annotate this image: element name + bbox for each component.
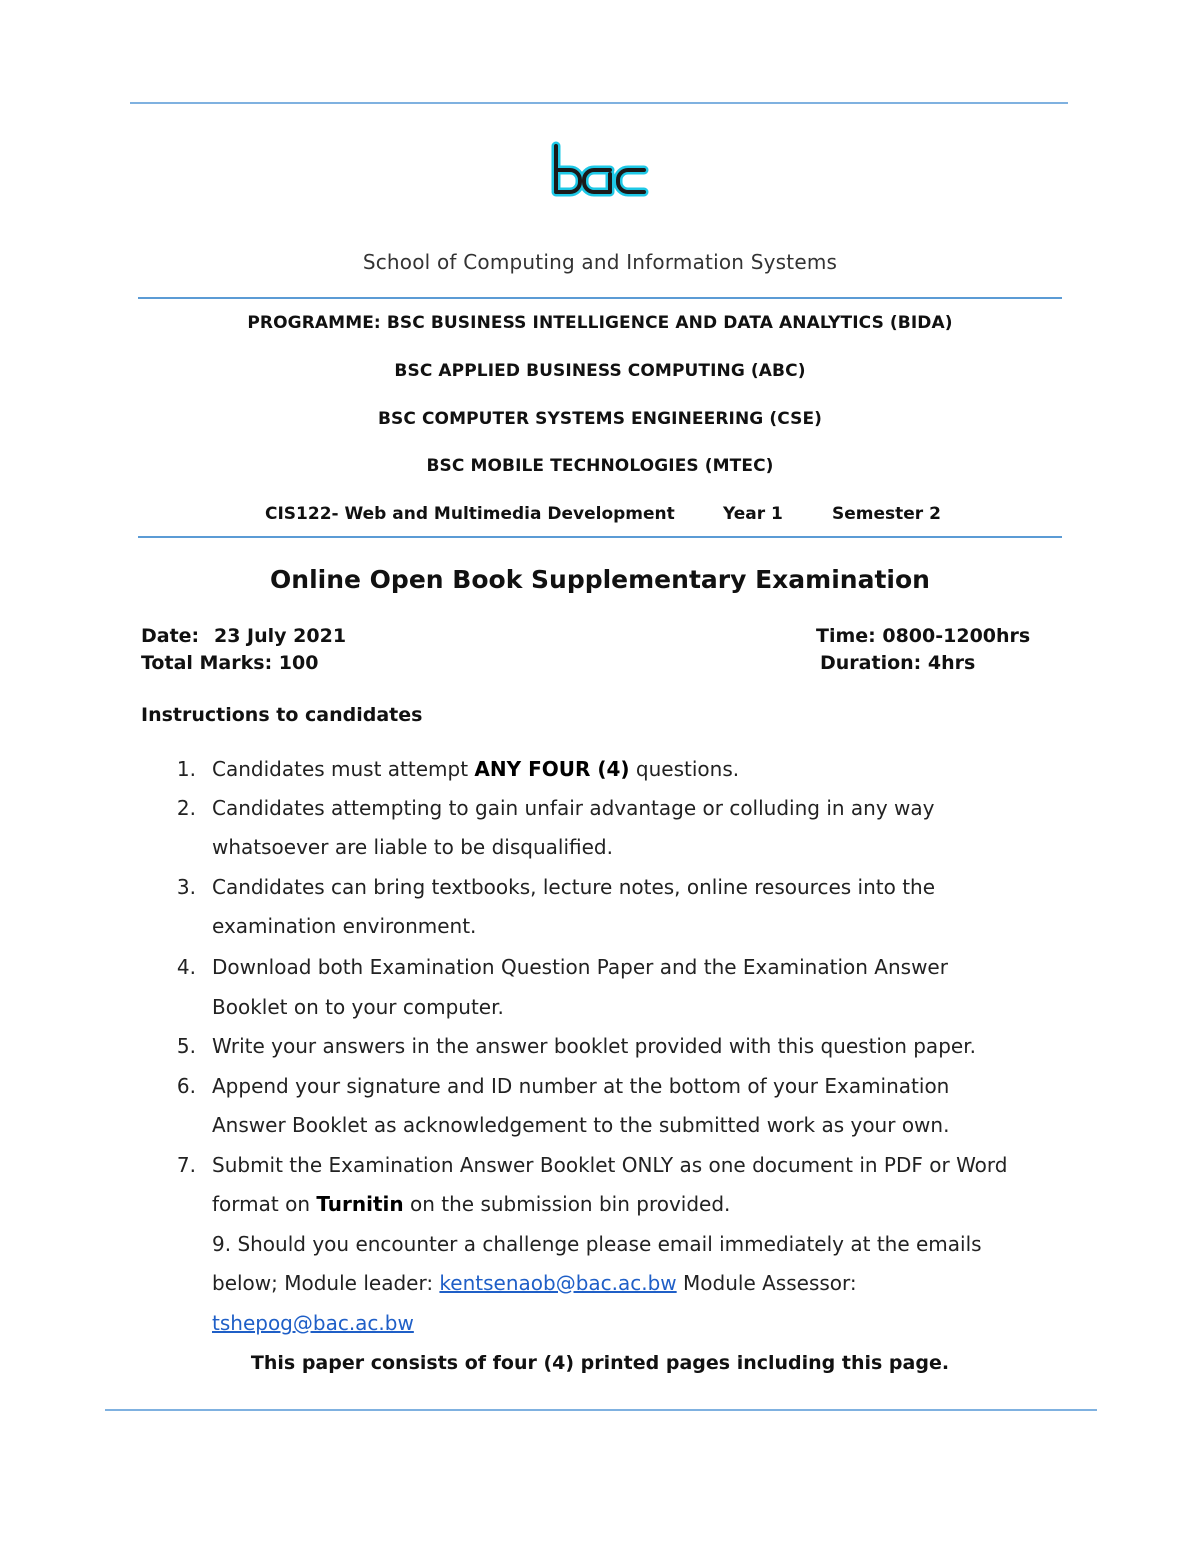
list-number: 3.	[176, 875, 196, 899]
programme-line: PROGRAMME: BSC BUSINESS INTELLIGENCE AND DATA ANALYTICS (BIDA)	[247, 313, 953, 333]
programme-line: BSC MOBILE TECHNOLOGIES (MTEC)	[426, 456, 774, 476]
section-rule	[138, 536, 1062, 538]
module-assessor-email-link[interactable]: tshepog@bac.ac.bw	[212, 1311, 414, 1335]
exam-time: Time: 0800-1200hrs	[816, 625, 1031, 647]
total-marks: Total Marks: 100	[141, 652, 319, 674]
list-item: Write your answers in the answer booklet provided with this question paper.	[212, 1034, 976, 1058]
course-semester: Semester 2	[832, 504, 941, 524]
list-item-continuation: format on Turnitin on the submission bin provided.	[212, 1192, 731, 1216]
date-value: 23 July 2021	[214, 625, 347, 647]
course-name: CIS122- Web and Multimedia Development	[265, 504, 675, 524]
section-rule	[138, 297, 1062, 299]
list-item-continuation: Answer Booklet as acknowledgement to the submitted work as your own.	[212, 1113, 950, 1137]
list-item-continuation: whatsoever are liable to be disqualified.	[212, 835, 613, 859]
list-number: 1.	[176, 757, 196, 781]
exam-title: Online Open Book Supplementary Examination	[270, 565, 930, 594]
school-name: School of Computing and Information Systems	[362, 250, 838, 274]
exam-duration: Duration: 4hrs	[820, 652, 976, 674]
list-item: Candidates must attempt ANY FOUR (4) questions.	[212, 757, 740, 781]
list-item: Download both Examination Question Paper and the Examination Answer	[212, 955, 948, 979]
page-count-note: This paper consists of four (4) printed pages including this page.	[250, 1352, 950, 1374]
instructions-heading: Instructions to candidates	[141, 704, 423, 726]
list-number: 5.	[176, 1034, 196, 1058]
list-item: Candidates attempting to gain unfair advantage or colluding in any way	[212, 796, 935, 820]
list-number: 6.	[176, 1074, 196, 1098]
programme-line: BSC COMPUTER SYSTEMS ENGINEERING (CSE)	[377, 409, 823, 429]
course-year: Year 1	[723, 504, 783, 524]
list-item: Candidates can bring textbooks, lecture notes, online resources into the	[212, 875, 936, 899]
list-item: Append your signature and ID number at the bottom of your Examination	[212, 1074, 950, 1098]
list-number: 2.	[176, 796, 196, 820]
bac-logo	[548, 140, 650, 204]
list-item-continuation: examination environment.	[212, 914, 477, 938]
list-item-continuation: below; Module leader: kentsenaob@bac.ac.bw Module Assessor:	[212, 1271, 857, 1295]
list-item: Submit the Examination Answer Booklet ONLY as one document in PDF or Word	[212, 1153, 1008, 1177]
list-item: 9. Should you encounter a challenge please email immediately at the emails	[212, 1232, 982, 1256]
programme-line: BSC APPLIED BUSINESS COMPUTING (ABC)	[394, 361, 806, 381]
list-number: 4.	[176, 955, 196, 979]
module-leader-email-link[interactable]: kentsenaob@bac.ac.bw	[439, 1271, 677, 1295]
list-item-continuation	[212, 1311, 414, 1335]
header-rule	[130, 102, 1068, 104]
date-label: Date:	[141, 625, 200, 647]
list-number: 7.	[176, 1153, 196, 1177]
list-item-continuation: Booklet on to your computer.	[212, 995, 504, 1019]
footer-rule	[105, 1409, 1097, 1411]
